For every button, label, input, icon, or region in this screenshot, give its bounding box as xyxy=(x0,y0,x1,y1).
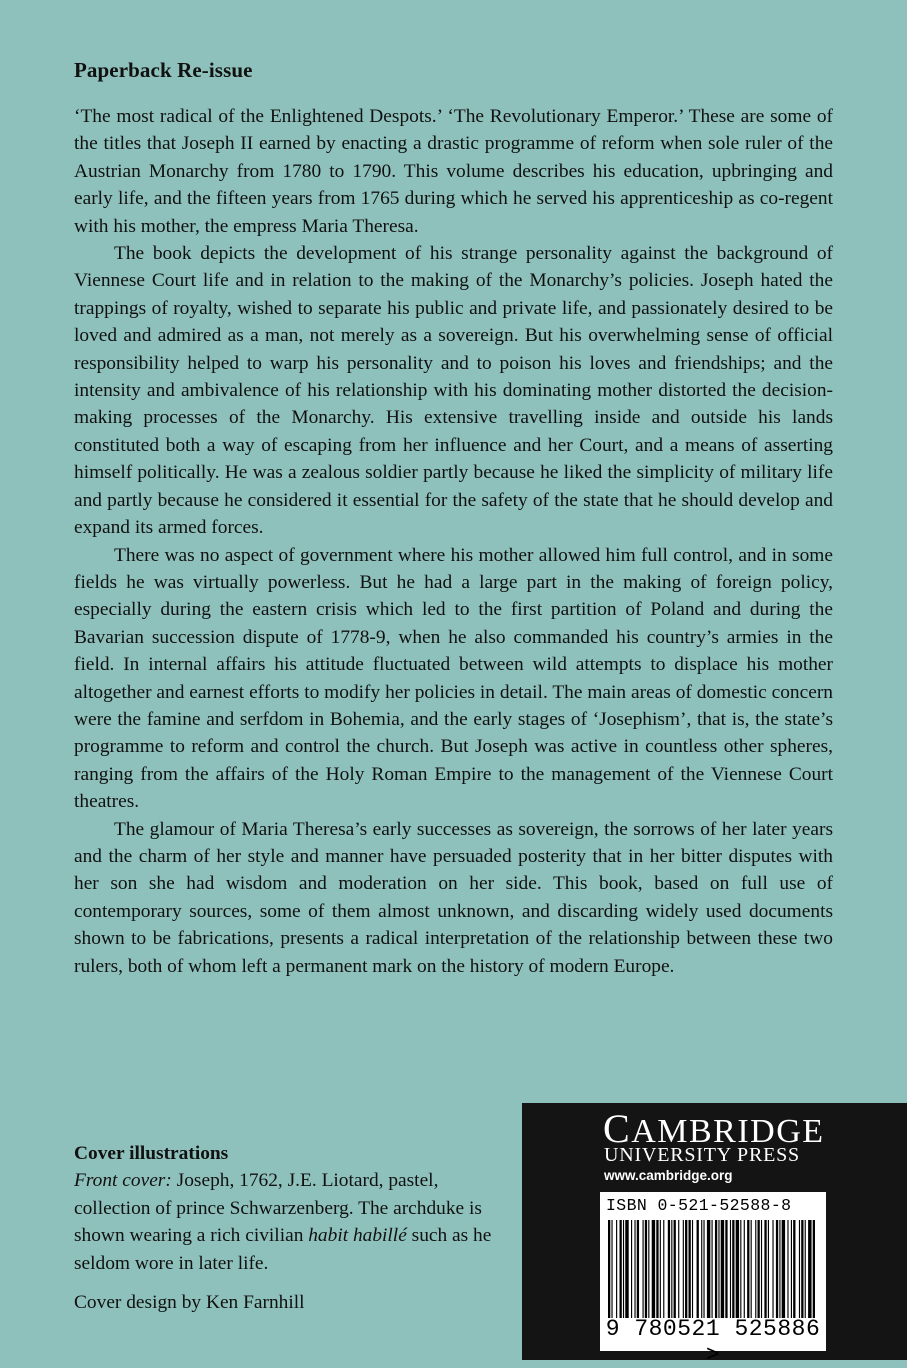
barcode-bar xyxy=(761,1220,762,1318)
barcode-bar xyxy=(776,1220,778,1318)
barcode-bar xyxy=(652,1220,655,1318)
barcode-bar xyxy=(668,1220,670,1318)
blurb-paragraph: The glamour of Maria Theresa’s early successes as sovereign, the sorrows of her later years and the charm of her style and manner have persuaded posterity that in her bitter disputes with her son she had wisdom and moderation on her side. This book, based on full use of contemporary sources, some of them almost unknown, and discarding widely used documents shown to be fabrications, presents a radical interpretation of the relationship between these two rulers, both of whom left a permanent mark on the history of modern Europe. xyxy=(74,818,833,977)
publisher-website: www.cambridge.org xyxy=(604,1168,733,1183)
barcode-bar xyxy=(697,1220,699,1318)
cover-illustrations-heading: Cover illustrations xyxy=(74,1143,229,1164)
barcode-bar xyxy=(751,1220,752,1318)
barcode-bar xyxy=(631,1220,632,1318)
barcode-bar xyxy=(663,1220,664,1318)
publisher-name-initial: C xyxy=(603,1106,632,1151)
barcode-digits: 9 780521 525886 > xyxy=(605,1316,821,1368)
barcode-bar xyxy=(634,1220,635,1318)
barcode-bar xyxy=(755,1220,756,1318)
barcode-bar xyxy=(689,1220,691,1318)
cover-credits xyxy=(74,1140,514,1316)
barcode-bar xyxy=(660,1220,661,1318)
barcode-bar xyxy=(645,1220,647,1318)
blurb-paragraph: There was no aspect of government where his mother allowed him full control, and in some fields he was virtually powerless. But he had a large part in the making of foreign policy, especially during the eastern crisis which led to the first partition of Poland and during the Bavarian succession dispute of 1778-9, when he also commanded his country’s armies in the field. In internal affairs his attitude fluctuated between wild attempts to displace his mother altogether and earnest efforts to modify her policies in detail. The main areas of domestic concern were the famine and serfdom in Bohemia, and the early stages of ‘Josephism’, that is, the state’s programme to reform and control the church. But Joseph was active in countless other spheres, ranging from the affairs of the Holy Roman Empire to the management of the Viennese Court theatres. xyxy=(74,544,833,813)
front-cover-caption xyxy=(74,1167,514,1277)
barcode-bar xyxy=(685,1220,687,1318)
barcode-bar xyxy=(701,1220,702,1318)
isbn-text: ISBN 0-521-52588-8 xyxy=(606,1196,792,1215)
barcode-bar xyxy=(764,1220,766,1318)
barcode-bar xyxy=(643,1220,644,1318)
front-cover-italic: habit habillé xyxy=(308,1225,407,1247)
blurb xyxy=(74,103,833,980)
barcode-bar xyxy=(725,1220,727,1318)
barcode-bar xyxy=(611,1220,612,1318)
barcode-bar xyxy=(683,1220,684,1318)
barcode-bar xyxy=(736,1220,739,1318)
barcode-bar xyxy=(730,1220,731,1318)
barcode-bar xyxy=(656,1220,658,1318)
barcode-bar xyxy=(793,1220,795,1318)
barcode-bar xyxy=(747,1220,749,1318)
blurb-paragraph: The book depicts the development of his strange personality against the background of Viennese Court life and in relation to the making of the Monarchy’s policies. Joseph hated the trappings of royalty, wished to separate his public and private life, and passionately desired to be loved and admired as a man, not merely as a sovereign. But his overwhelming sense of official responsibility helped to warp his personality and to poison his loves and friendships; and the intensity and ambivalence of his relationship with his dominating mother distorted the decision-making processes of the Monarchy. His extensive travelling inside and outside his lands constituted both a way of escaping from her influence and her Court, and a means of asserting himself politically. He was a zealous soldier partly because he liked the simplicity of military life and partly because he considered it essential for the safety of the state that he should develop and expand its armed forces. xyxy=(74,243,833,539)
barcode-bar xyxy=(740,1220,741,1318)
barcode-bar xyxy=(721,1220,724,1318)
barcode-bar xyxy=(692,1220,693,1318)
barcode-bar xyxy=(799,1220,800,1318)
barcode-bar xyxy=(674,1220,676,1318)
barcode-bar xyxy=(744,1220,745,1318)
barcode-bar xyxy=(715,1220,717,1318)
barcode-bar xyxy=(758,1220,760,1318)
publisher-name-rest: AMBRIDGE xyxy=(631,1113,825,1150)
barcode-bar xyxy=(772,1220,773,1318)
barcode-bar xyxy=(782,1220,785,1318)
barcode-bar xyxy=(620,1220,622,1318)
barcode-bar xyxy=(712,1220,713,1318)
barcode-bars xyxy=(608,1220,818,1318)
heading: Paperback Re-issue xyxy=(74,58,253,82)
blurb-paragraph: ‘The most radical of the Enlightened Despots.’ ‘The Revolutionary Emperor.’ These are some of the titles that Joseph II earned by enacting a drastic programme of reform when sole ruler of the Austrian Monarchy from 1780 to 1790. This volume describes his education, upbringing and early life, and the fifteen years from 1765 during which he served his apprenticeship as co-regent with his mother, the empress Maria Theresa. xyxy=(74,106,833,237)
barcode-bar xyxy=(648,1220,649,1318)
barcode-bar xyxy=(768,1220,769,1318)
front-cover-text-2: such as he seldom wore in later life. xyxy=(74,1225,492,1274)
barcode-bar xyxy=(808,1220,811,1318)
cover-design-credit: Cover design by Ken Farnhill xyxy=(74,1292,305,1314)
front-cover-label: Front cover: xyxy=(74,1170,172,1192)
barcode-bar xyxy=(779,1220,780,1318)
barcode-bar xyxy=(813,1220,815,1318)
front-cover-text-1: Joseph, 1762, J.E. Liotard, pastel, collection of prince Schwarzenberg. The archduke is shown wearing a rich civilian xyxy=(74,1170,482,1247)
barcode-bar xyxy=(791,1220,792,1318)
barcode-bar xyxy=(625,1220,628,1318)
barcode-bar xyxy=(616,1220,617,1318)
barcode-bar xyxy=(608,1220,610,1318)
publisher-subtitle: UNIVERSITY PRESS xyxy=(604,1144,800,1166)
barcode-bar xyxy=(801,1220,803,1318)
barcode-box xyxy=(600,1192,826,1368)
barcode-bar xyxy=(671,1220,672,1318)
barcode-bar xyxy=(707,1220,710,1318)
barcode-bar xyxy=(732,1220,734,1318)
barcode-bar xyxy=(703,1220,704,1318)
barcode-bar xyxy=(637,1220,639,1318)
barcode-bar xyxy=(787,1220,788,1318)
barcode-bar xyxy=(678,1220,679,1318)
barcode-bar xyxy=(623,1220,624,1318)
barcode-bar xyxy=(805,1220,806,1318)
publisher-panel xyxy=(522,1103,907,1368)
barcode-bar xyxy=(718,1220,719,1318)
